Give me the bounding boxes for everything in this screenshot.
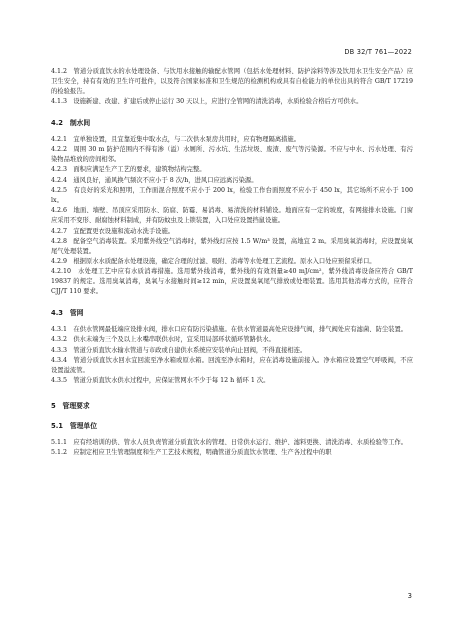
clause-paragraph: 4.2.5 有良好的采光和照明，工作面混合照度不应小于 200 lx，检验工作台面照度不应小于 450 lx，其它场所不应小于 100 lx。 [51,187,413,204]
section-heading: 5.1 管理单位 [51,422,98,431]
clause-paragraph: 5.1.1 应有经培训的供、管水人员负责管道分质直饮水的管理、日常供水运行、维护、滤料更换、清洗消毒、水质检验等工作。 [51,439,408,447]
clause-paragraph: 4.3.1 在供水管网最低端应设排水阀，排水口应有防污染措施。在供水管道最高处应设排气阀，排气阀处应有滤菌、防尘装置。 [51,325,408,333]
clause-paragraph: 4.2.7 宜配置更衣设施和流动水洗手设施。 [51,227,175,235]
clause-paragraph: 4.3.2 供水末端为三个及以上水嘴串联供水时，宜采用局部环状循环管路供水。 [51,336,275,344]
clause-paragraph: 4.1.2 管道分质直饮水的水处理设备、与饮用水接触的输配水管网（包括水处理材料、防护涂料等涉及饮用水卫生安全产品）应卫生安全，持有有效的卫生许可批件，以及符合国家标准和卫生规范的检测机构或具有自检能力的单位出具的符合 GB/T 17219 的检验报告。 [51,68,413,95]
clause-paragraph: 4.2.10 水处理工艺中应有水质消毒措施。选用紫外线消毒，紫外线的有效剂量≥40 mJ/cm²，紫外线消毒设备应符合 GB/T 19837 的规定。选用臭氧消毒，臭氧与水接触时间≥12 min，应设置臭氧尾气排放或处理装置。选用其他消毒方式的，应符合 CJJ/T 110 要求。 [51,268,413,296]
chapter-heading: 5 管理要求 [51,402,90,411]
clause-paragraph: 4.1.3 设施新建、改建、扩建后或停止运行 30 天以上，应进行全管网的清洗消毒，水质检验合格后方可供水。 [51,97,363,105]
section-heading: 4.2 制水间 [51,118,91,127]
page-number: 3 [407,592,412,600]
clause-paragraph: 4.2.8 配备空气消毒装置。采用紫外线空气消毒时，紫外线灯应按 1.5 W/m³ 设置，高地宜 2 m。采用臭氧消毒时，应设置臭氧尾气处理装置。 [51,237,413,255]
clause-paragraph: 4.3.3 管道分质直饮水输水管道与市政或自建供水系统应安装单向止回阀，不得直接相连。 [51,346,307,354]
document-code: DB 32/T 761—2022 [344,48,412,56]
clause-paragraph: 4.2.1 宜单独设置，且宜靠近集中取水点，与二次供水泵房共用时，应有物理隔离措施。 [51,135,301,143]
section-heading: 4.3 管网 [51,308,84,317]
clause-paragraph: 5.1.2 应制定相应卫生管理制度和生产工艺技术规程，明确管道分质直饮水管理、生产各过程中的职 [51,449,332,457]
document-body [51,67,413,459]
clause-paragraph: 4.2.9 根据原水水质配备水处理设施，确定合理的过滤、吸附、消毒等水处理工艺流程。原水入口处应预留采样口。 [51,258,376,266]
clause-paragraph: 4.2.3 面积应满足生产工艺的要求，建筑物结构完整。 [51,166,206,174]
clause-paragraph: 4.3.4 管道分质直饮水回水宜回流至净水箱或原水箱。回流至净水箱时，应在消毒设施前接入。净水箱应设置空气呼吸阀，不应设置溢流管。 [51,357,413,374]
clause-paragraph: 4.3.5 管道分质直饮水供水过程中，应保证管网水不少于每 12 h 循环 1 次。 [51,377,270,385]
clause-paragraph: 4.2.2 周围 30 m 防护范围内不得有渗（溢）水厕所、污水坑、生活垃圾、废渣、废气等污染源。不应与中水、污水处理、有污染物品堆放的房间相邻。 [51,146,413,163]
clause-paragraph: 4.2.6 地面、墙壁、吊顶应采用防水、防腐、防霉、易消毒、易清洗的材料铺设。地面应有一定的坡度，有网接排水设施。门窗应采用不变形、耐腐蚀材料制成，并有防蚊虫及上锁装置，入口处应设置挡鼠设施。 [51,207,413,225]
clause-paragraph: 4.2.4 通风良好，通风换气频次不应小于 8 次/h，进风口应远离污染源。 [51,176,258,184]
